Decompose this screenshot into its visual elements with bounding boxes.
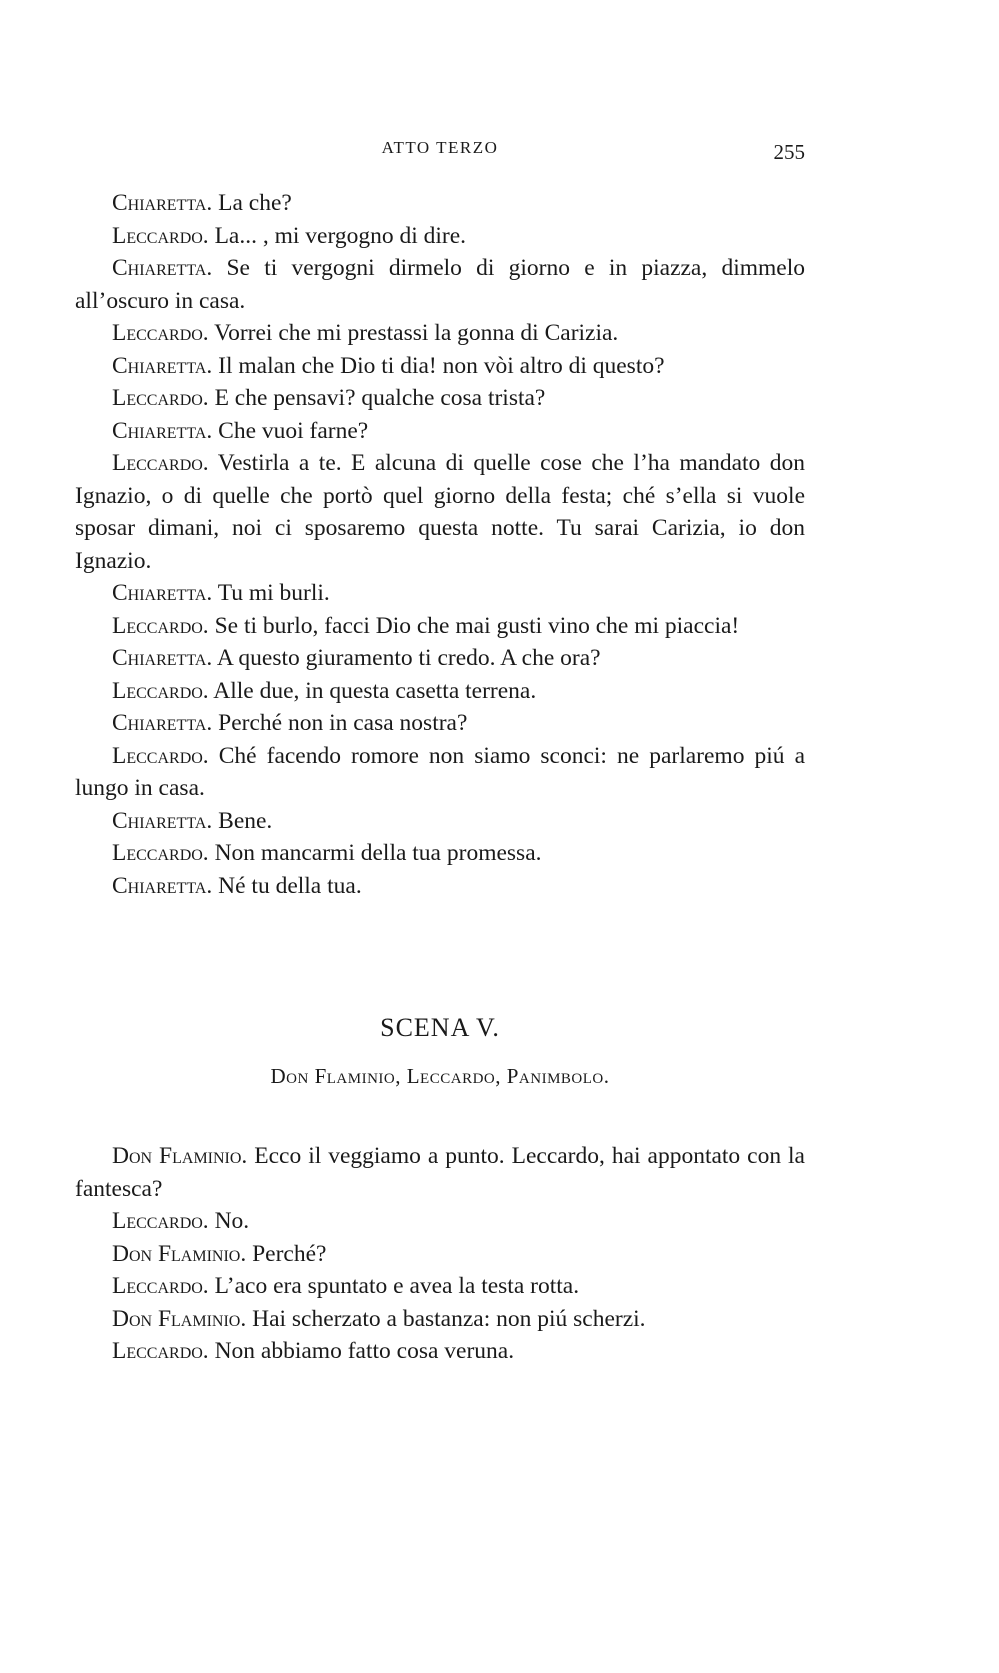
speech-line xyxy=(75,740,805,805)
speaker-name: Chiaretta. xyxy=(112,417,213,444)
speaker-name: Leccardo. xyxy=(112,450,209,476)
speech-line xyxy=(75,642,805,675)
speaker-name: Leccardo. xyxy=(112,222,209,249)
speaker-name: Leccardo. xyxy=(112,840,209,866)
speech-line xyxy=(75,577,805,610)
speaker-name: Chiaretta. xyxy=(112,807,213,834)
speaker-name: Don Flaminio. xyxy=(112,1240,247,1267)
speech-line xyxy=(75,1205,805,1238)
speaker-name: Chiaretta. xyxy=(112,352,213,379)
speech-line xyxy=(75,447,805,577)
speech-line xyxy=(75,350,805,383)
speech-line xyxy=(75,220,805,253)
scene-cast-list: Don Flaminio, Leccardo, Panimbolo. xyxy=(270,1064,610,1088)
dialogue-block-1 xyxy=(75,187,805,902)
speech-text: No. xyxy=(208,1208,250,1234)
speaker-name: Leccardo. xyxy=(112,385,209,411)
speech-line xyxy=(75,415,805,448)
speaker-name: Leccardo. xyxy=(112,1273,209,1299)
speaker-name: Chiaretta. xyxy=(112,190,213,216)
scene-heading: SCENA V. xyxy=(380,1013,500,1042)
speech-line xyxy=(75,1270,805,1303)
page-number: 255 xyxy=(773,140,805,164)
speaker-name: Chiaretta. xyxy=(112,255,213,281)
speech-line xyxy=(75,837,805,870)
speech-text: Se ti vergogni dirmelo di giorno e in piazza, dimmelo all’oscuro in casa. xyxy=(75,255,805,314)
speech-line xyxy=(75,707,805,740)
speech-line xyxy=(75,870,805,903)
speech-line xyxy=(75,1238,805,1271)
speech-text: Vestirla a te. E alcuna di quelle cose che l’ha mandato don Ignazio, o di quelle che portò quel giorno della festa; ché s’ella si vuole sposar dimani, noi ci sposaremo questa notte. Tu sarai Carizia, io don Ignazio. xyxy=(75,450,805,574)
speech-text: Né tu della tua. xyxy=(212,872,362,899)
speech-text: La che? xyxy=(212,190,292,216)
speech-line xyxy=(75,1303,805,1336)
speech-line xyxy=(75,1335,805,1368)
speech-text: E che pensavi? qualche cosa trista? xyxy=(208,385,546,411)
speaker-name: Don Flaminio. xyxy=(112,1305,247,1332)
speech-line xyxy=(75,382,805,415)
speaker-name: Don Flaminio. xyxy=(112,1143,248,1169)
speech-line xyxy=(75,187,805,220)
speech-line xyxy=(75,610,805,643)
speech-line xyxy=(75,317,805,350)
speech-text: Bene. xyxy=(212,807,273,834)
speech-text: L’aco era spuntato e avea la testa rotta. xyxy=(208,1273,580,1299)
speech-text: Il malan che Dio ti dia! non vòi altro di questo? xyxy=(212,352,665,379)
speech-text: Non mancarmi della tua promessa. xyxy=(208,840,542,866)
speech-text: Perché? xyxy=(246,1240,327,1267)
speech-text: La... , mi vergogno di dire. xyxy=(208,222,467,249)
speech-line xyxy=(75,252,805,317)
speech-text: A questo giuramento ti credo. A che ora? xyxy=(212,645,601,671)
speech-line xyxy=(75,805,805,838)
speaker-name: Chiaretta. xyxy=(112,710,213,736)
speaker-name: Leccardo. xyxy=(112,320,209,346)
speech-line xyxy=(75,1140,805,1205)
running-head xyxy=(75,138,805,168)
speech-line xyxy=(75,675,805,708)
speaker-name: Chiaretta. xyxy=(112,872,213,899)
speaker-name: Chiaretta. xyxy=(112,645,213,671)
speaker-name: Leccardo. xyxy=(112,677,209,704)
speech-text: Hai scherzato a bastanza: non piú scherzi. xyxy=(246,1305,646,1332)
dialogue-block-2 xyxy=(75,1140,805,1368)
speech-text: Ché facendo romore non siamo sconci: ne parlaremo piú a lungo in casa. xyxy=(75,742,805,801)
speaker-name: Leccardo. xyxy=(112,1208,209,1234)
speech-text: Alle due, in questa casetta terrena. xyxy=(208,677,537,704)
speech-text: Non abbiamo fatto cosa veruna. xyxy=(208,1338,515,1364)
speech-text: Se ti burlo, facci Dio che mai gusti vino che mi piaccia! xyxy=(208,612,740,639)
speaker-name: Chiaretta. xyxy=(112,580,213,606)
speech-text: Vorrei che mi prestassi la gonna di Carizia. xyxy=(208,320,619,346)
running-title: ATTO TERZO xyxy=(381,138,499,157)
speech-text: Ecco il veggiamo a punto. Leccardo, hai appontato con la fantesca? xyxy=(75,1143,805,1202)
speaker-name: Leccardo. xyxy=(112,742,209,769)
speech-text: Che vuoi farne? xyxy=(212,417,369,444)
speech-text: Perché non in casa nostra? xyxy=(212,710,468,736)
speaker-name: Leccardo. xyxy=(112,1338,209,1364)
speaker-name: Leccardo. xyxy=(112,612,209,639)
speech-text: Tu mi burli. xyxy=(212,580,330,606)
